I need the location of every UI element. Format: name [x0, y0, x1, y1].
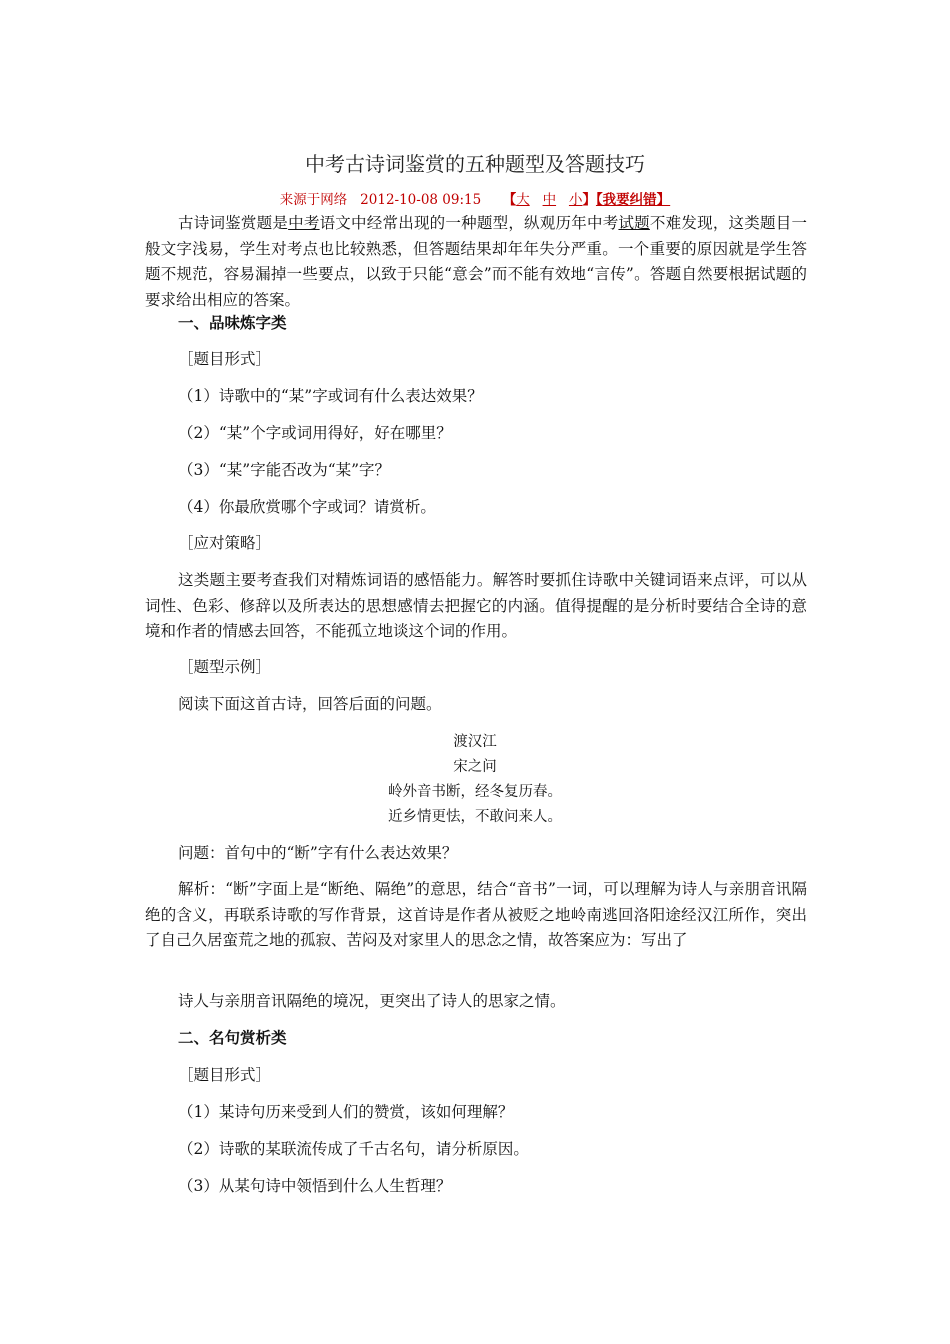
section1-analysis-text: 解析：“断”字面上是“断绝、隔绝”的意思，结合“音书”一词，可以理解为诗人与亲朋音讯隔绝的含义，再联系诗歌的写作背景，这首诗是作者从被贬之地岭南逃回洛阳途经汉江所作，突出了自己久居蛮荒之地的孤寂、苦闷及对家里人的思念之情，故答案应为：写出了: [145, 880, 807, 949]
poem-line-1: 岭外音书断，经冬复历春。: [388, 784, 562, 800]
section2-heading: 二、名句赏析类: [178, 1029, 287, 1047]
article-meta: [0, 188, 950, 208]
font-size-small-link[interactable]: 小: [568, 192, 583, 208]
section1-question-2: （2）“某”个字或词用得好，好在哪里？: [178, 424, 452, 442]
section1-question-4: （4）你最欣赏哪个字或词？请赏析。: [178, 498, 436, 516]
zhongkao-link[interactable]: 中考: [288, 214, 320, 232]
section1-question-3: （3）“某”字能否改为“某”字？: [178, 461, 391, 479]
section1-answer-text: 诗人与亲朋音讯隔绝的境况，更突出了诗人的思家之情。: [178, 992, 566, 1010]
font-size-bracket-open: 【: [502, 192, 517, 208]
article-title: 中考古诗词鉴赏的五种题型及答题技巧: [305, 152, 645, 176]
font-size-medium-link[interactable]: 中: [542, 192, 557, 208]
intro-paragraph: 古诗词鉴赏题是中考语文中经常出现的一种题型，纵观历年中考试题不难发现，这类题目一般文字浅易，学生对考点也比较熟悉，但答题结果却年年失分严重。一个重要的原因就是学生答题不规范，容易漏掉一些要点，以致于只能“意会”而不能有效地“言传”。答题自然要根据试题的要求给出相应的答案。: [145, 214, 807, 309]
font-size-bracket-close: 】: [582, 192, 596, 208]
poem-author: 宋之问: [453, 759, 497, 775]
section1-strategy-text: 这类题主要考查我们对精炼词语的感悟能力。解答时要抓住诗歌中关键词语来点评，可以从词性、色彩、修辞以及所表达的思想感情去把握它的内涵。值得提醒的是分析时要结合全诗的意境和作者的情感去回答，不能孤立地谈这个词的作用。: [145, 571, 807, 640]
section1-example-label: ［题型示例］: [178, 658, 272, 676]
section1-strategy-label: ［应对策略］: [178, 534, 272, 552]
section1-read-instruction: 阅读下面这首古诗，回答后面的问题。: [178, 695, 442, 713]
section1-form-label: ［题目形式］: [178, 350, 272, 368]
section1-question-text: 问题：首句中的“断”字有什么表达效果？: [178, 844, 458, 862]
shiti-link[interactable]: 试题: [618, 214, 650, 232]
section2-form-label: ［题目形式］: [178, 1066, 272, 1084]
datetime-text: 2012-10-08 09:15: [360, 192, 482, 208]
section2-question-2: （2）诗歌的某联流传成了千古名句，请分析原因。: [178, 1140, 529, 1158]
section2-question-1: （1）某诗句历来受到人们的赞赏，该如何理解？: [178, 1103, 514, 1121]
poem-line-2: 近乡情更怯，不敢问来人。: [388, 809, 562, 825]
report-error-link[interactable]: 【我要纠错】: [595, 192, 671, 208]
section1-question-1: （1）诗歌中的“某”字或词有什么表达效果？: [178, 387, 483, 405]
section2-question-3: （3）从某句诗中领悟到什么人生哲理？: [178, 1177, 452, 1195]
poem-title: 渡汉江: [453, 734, 497, 750]
section1-heading: 一、品味炼字类: [178, 314, 287, 332]
source-text: 来源于网络: [279, 192, 348, 208]
font-size-large-link[interactable]: 大: [516, 192, 530, 208]
